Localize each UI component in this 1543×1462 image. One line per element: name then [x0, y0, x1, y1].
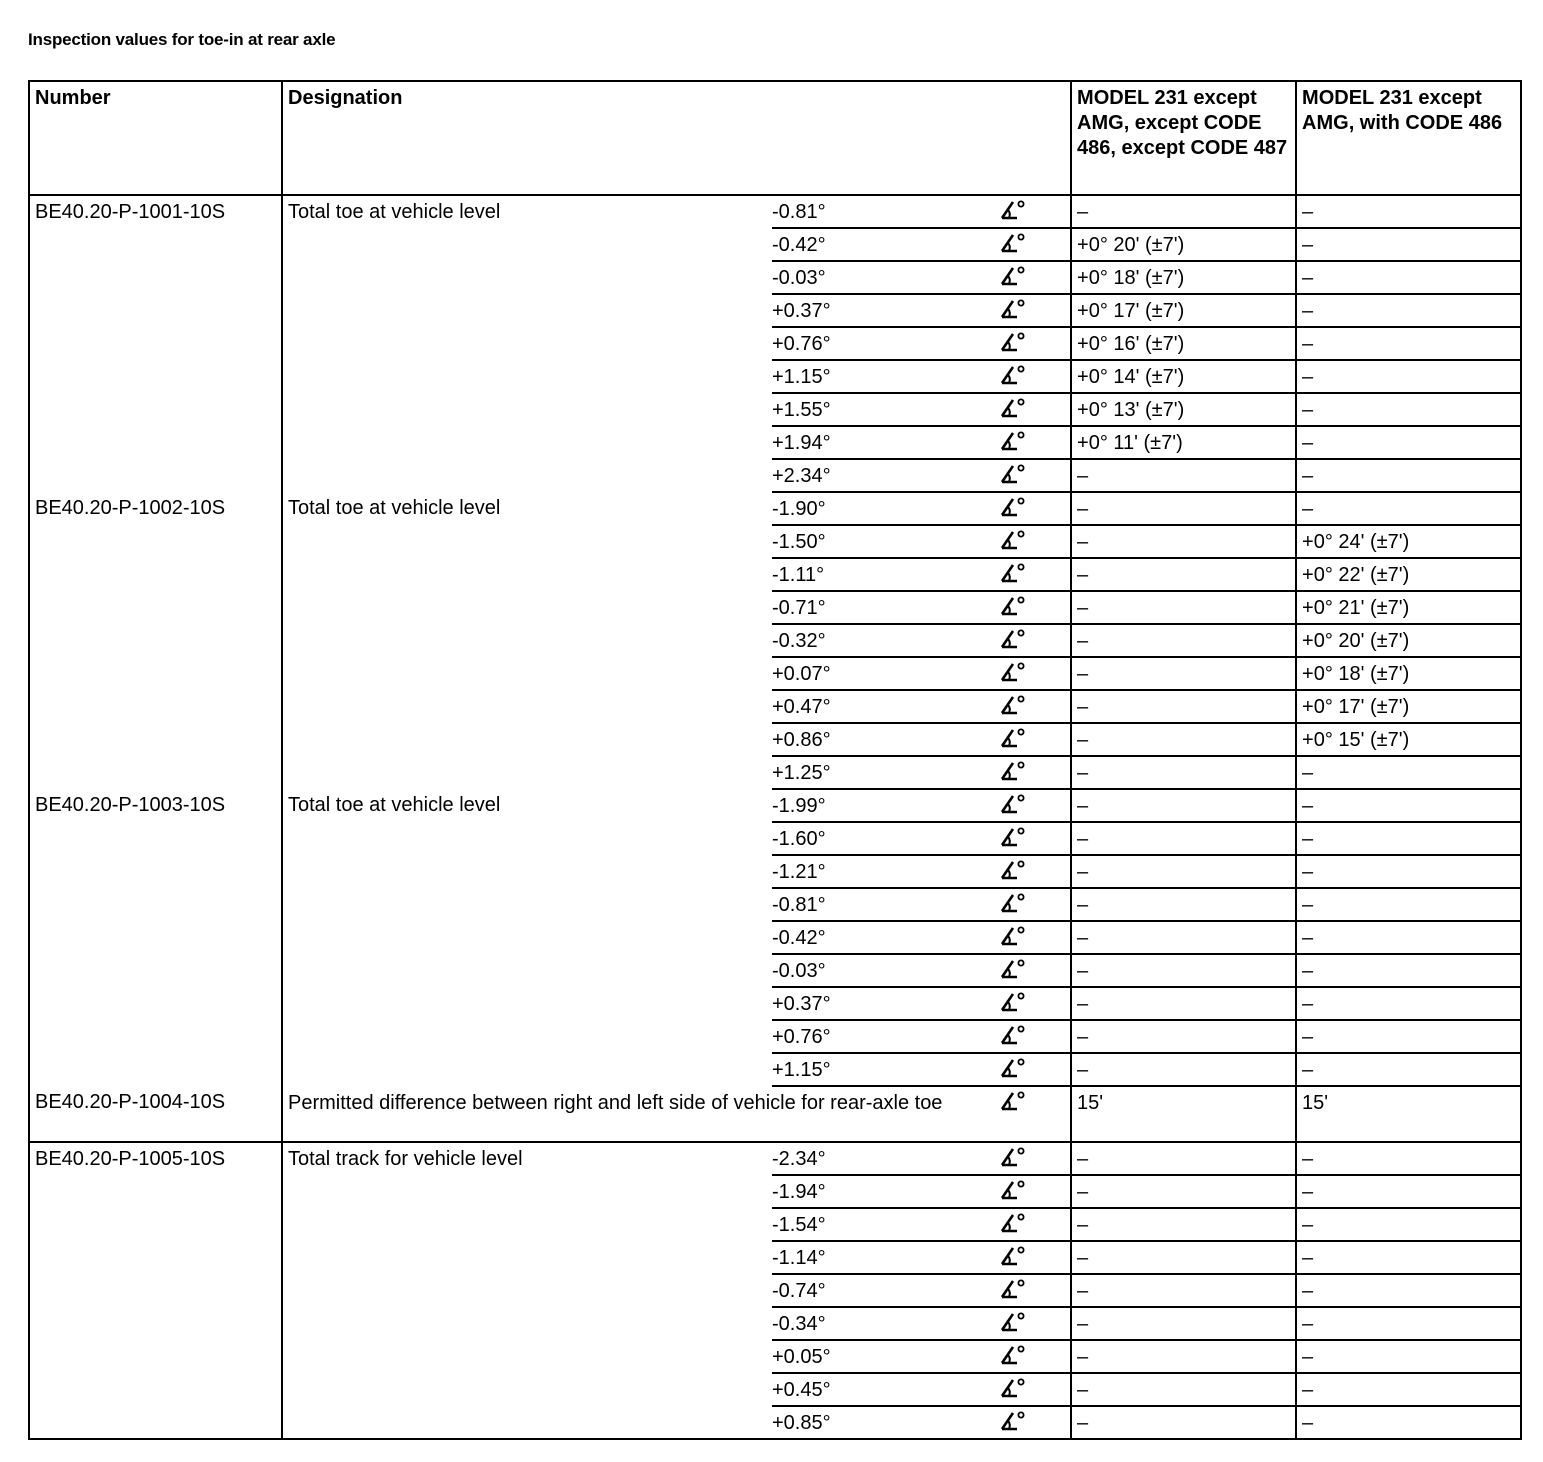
angle-degree-icon	[1000, 1024, 1026, 1046]
value-cell	[772, 690, 1000, 723]
angle-value: -2.34°	[772, 1148, 826, 1170]
model2-value: –	[1296, 789, 1521, 822]
inspection-values-table	[28, 80, 1522, 1440]
angle-value: -1.54°	[772, 1214, 826, 1236]
angle-value: -0.81°	[772, 201, 826, 223]
value-cell	[772, 921, 1000, 954]
angle-value: -0.34°	[772, 1313, 826, 1335]
value-cell	[772, 591, 1000, 624]
angle-degree-icon	[1000, 1212, 1026, 1234]
unit-cell	[1000, 1086, 1071, 1142]
model2-value: –	[1296, 1340, 1521, 1373]
model2-value: +0° 20' (±7')	[1296, 624, 1521, 657]
row-designation: Total toe at vehicle level	[282, 492, 772, 789]
angle-value: -0.03°	[772, 960, 826, 982]
value-cell	[772, 789, 1000, 822]
angle-value: +1.55°	[772, 399, 831, 421]
angle-value: +1.25°	[772, 762, 831, 784]
value-cell	[772, 1406, 1000, 1439]
unit-cell	[1000, 1406, 1071, 1439]
model2-value: –	[1296, 1373, 1521, 1406]
angle-value: +1.15°	[772, 366, 831, 388]
value-cell	[772, 492, 1000, 525]
model2-value: –	[1296, 426, 1521, 459]
angle-degree-icon	[1000, 661, 1026, 683]
angle-degree-icon	[1000, 1057, 1026, 1079]
value-cell	[772, 1373, 1000, 1406]
model2-value: –	[1296, 954, 1521, 987]
value-cell	[772, 294, 1000, 327]
header-designation: Designation	[282, 81, 1071, 195]
value-cell	[772, 459, 1000, 492]
table-row	[29, 1086, 1521, 1142]
model2-value: +0° 24' (±7')	[1296, 525, 1521, 558]
model1-value: –	[1071, 1406, 1296, 1439]
value-cell	[772, 954, 1000, 987]
angle-degree-icon	[1000, 331, 1026, 353]
angle-degree-icon	[1000, 529, 1026, 551]
value-cell	[772, 261, 1000, 294]
value-cell	[772, 756, 1000, 789]
angle-value: -1.50°	[772, 531, 826, 553]
value-cell	[772, 327, 1000, 360]
unit-cell	[1000, 789, 1071, 822]
angle-degree-icon	[1000, 1344, 1026, 1366]
value-cell	[772, 987, 1000, 1020]
model1-value: –	[1071, 195, 1296, 228]
angle-degree-icon	[1000, 463, 1026, 485]
value-cell	[772, 195, 1000, 228]
model2-value: –	[1296, 1020, 1521, 1053]
unit-cell	[1000, 426, 1071, 459]
angle-value: +2.34°	[772, 465, 831, 487]
table-row	[29, 492, 1521, 525]
model2-value: –	[1296, 1142, 1521, 1175]
model1-value: –	[1071, 855, 1296, 888]
angle-value: +0.76°	[772, 333, 831, 355]
unit-cell	[1000, 888, 1071, 921]
model2-value: –	[1296, 294, 1521, 327]
value-cell	[772, 228, 1000, 261]
value-cell	[772, 1053, 1000, 1086]
unit-cell	[1000, 855, 1071, 888]
row-number: BE40.20-P-1002-10S	[35, 497, 226, 519]
model1-value: –	[1071, 492, 1296, 525]
model1-value: –	[1071, 954, 1296, 987]
unit-cell	[1000, 558, 1071, 591]
angle-value: +0.37°	[772, 300, 831, 322]
unit-cell	[1000, 459, 1071, 492]
unit-cell	[1000, 1020, 1071, 1053]
model2-value: –	[1296, 459, 1521, 492]
angle-degree-icon	[1000, 925, 1026, 947]
angle-degree-icon	[1000, 364, 1026, 386]
model1-value: –	[1071, 1274, 1296, 1307]
model1-value: +0° 11' (±7')	[1071, 426, 1296, 459]
angle-degree-icon	[1000, 859, 1026, 881]
value-cell	[772, 657, 1000, 690]
angle-degree-icon	[1000, 958, 1026, 980]
row-number: BE40.20-P-1004-10S	[29, 1086, 282, 1142]
angle-degree-icon	[1000, 430, 1026, 452]
model2-value: –	[1296, 987, 1521, 1020]
angle-degree-icon	[1000, 199, 1026, 221]
unit-cell	[1000, 723, 1071, 756]
angle-degree-icon	[1000, 628, 1026, 650]
table-row	[29, 195, 1521, 228]
unit-cell	[1000, 954, 1071, 987]
model2-value: –	[1296, 1241, 1521, 1274]
model1-value: +0° 13' (±7')	[1071, 393, 1296, 426]
model2-value: –	[1296, 492, 1521, 525]
value-cell	[772, 558, 1000, 591]
model2-value: –	[1296, 228, 1521, 261]
model1-value: +0° 18' (±7')	[1071, 261, 1296, 294]
model1-value: –	[1071, 591, 1296, 624]
row-designation: Total track for vehicle level	[282, 1142, 772, 1439]
unit-cell	[1000, 657, 1071, 690]
model2-value: –	[1296, 855, 1521, 888]
model2-value: +0° 17' (±7')	[1296, 690, 1521, 723]
model1-value: –	[1071, 1241, 1296, 1274]
angle-value: -0.42°	[772, 927, 826, 949]
value-cell	[772, 624, 1000, 657]
value-cell	[772, 1274, 1000, 1307]
model2-value: –	[1296, 756, 1521, 789]
model1-value: –	[1071, 756, 1296, 789]
model1-value: –	[1071, 525, 1296, 558]
value-cell	[772, 426, 1000, 459]
model2-value: –	[1296, 1406, 1521, 1439]
angle-degree-icon	[1000, 892, 1026, 914]
model1-value: –	[1071, 657, 1296, 690]
model2-value: +0° 15' (±7')	[1296, 723, 1521, 756]
value-cell	[772, 1307, 1000, 1340]
model1-value: –	[1071, 1020, 1296, 1053]
value-cell	[772, 1208, 1000, 1241]
angle-degree-icon	[1000, 760, 1026, 782]
unit-cell	[1000, 1142, 1071, 1175]
unit-cell	[1000, 921, 1071, 954]
model1-value: –	[1071, 723, 1296, 756]
model2-value: 15'	[1296, 1086, 1521, 1142]
unit-cell	[1000, 822, 1071, 855]
angle-degree-icon	[1000, 562, 1026, 584]
unit-cell	[1000, 1373, 1071, 1406]
model1-value: –	[1071, 459, 1296, 492]
model1-value: –	[1071, 1340, 1296, 1373]
model1-value: –	[1071, 1053, 1296, 1086]
unit-cell	[1000, 756, 1071, 789]
unit-cell	[1000, 360, 1071, 393]
value-cell	[772, 822, 1000, 855]
table-row	[29, 1142, 1521, 1175]
angle-degree-icon	[1000, 1179, 1026, 1201]
angle-degree-icon	[1000, 298, 1026, 320]
table-header-row	[29, 81, 1521, 195]
value-cell	[772, 1175, 1000, 1208]
value-cell	[772, 1241, 1000, 1274]
angle-degree-icon	[1000, 496, 1026, 518]
angle-value: -1.94°	[772, 1181, 826, 1203]
value-cell	[772, 1340, 1000, 1373]
table-row	[29, 789, 1521, 822]
angle-degree-icon	[1000, 265, 1026, 287]
value-cell	[772, 723, 1000, 756]
model1-value: –	[1071, 888, 1296, 921]
unit-cell	[1000, 261, 1071, 294]
angle-value: +0.05°	[772, 1346, 831, 1368]
angle-degree-icon	[1000, 1311, 1026, 1333]
angle-degree-icon	[1000, 595, 1026, 617]
angle-value: +0.07°	[772, 663, 831, 685]
header-model-231-with-code-486: MODEL 231 except AMG, with CODE 486	[1296, 81, 1521, 195]
model2-value: –	[1296, 1307, 1521, 1340]
model1-value: +0° 14' (±7')	[1071, 360, 1296, 393]
row-designation: Total toe at vehicle level	[282, 789, 772, 1086]
angle-degree-icon	[1000, 1146, 1026, 1168]
value-cell	[772, 360, 1000, 393]
unit-cell	[1000, 1274, 1071, 1307]
angle-value: -0.32°	[772, 630, 826, 652]
angle-degree-icon	[1000, 727, 1026, 749]
model1-value: +0° 17' (±7')	[1071, 294, 1296, 327]
model1-value: –	[1071, 690, 1296, 723]
header-number: Number	[29, 81, 282, 195]
unit-cell	[1000, 987, 1071, 1020]
unit-cell	[1000, 624, 1071, 657]
model1-value: –	[1071, 1373, 1296, 1406]
unit-cell	[1000, 195, 1071, 228]
row-designation: Permitted difference between right and left side of vehicle for rear-axle toe	[282, 1086, 1000, 1142]
angle-value: +0.37°	[772, 993, 831, 1015]
value-cell	[772, 855, 1000, 888]
unit-cell	[1000, 327, 1071, 360]
model2-value: –	[1296, 822, 1521, 855]
angle-value: +0.86°	[772, 729, 831, 751]
page-title: Inspection values for toe-in at rear axle	[28, 30, 336, 49]
unit-cell	[1000, 690, 1071, 723]
angle-value: -1.90°	[772, 498, 826, 520]
angle-degree-icon	[1000, 1278, 1026, 1300]
model2-value: –	[1296, 888, 1521, 921]
row-number: BE40.20-P-1003-10S	[35, 794, 226, 816]
unit-cell	[1000, 294, 1071, 327]
angle-degree-icon	[1000, 826, 1026, 848]
value-cell	[772, 1142, 1000, 1175]
model2-value: –	[1296, 195, 1521, 228]
angle-value: -0.03°	[772, 267, 826, 289]
model2-value: –	[1296, 360, 1521, 393]
angle-value: -1.21°	[772, 861, 826, 883]
angle-degree-icon	[1000, 991, 1026, 1013]
angle-value: -0.71°	[772, 597, 826, 619]
value-cell	[772, 1020, 1000, 1053]
row-designation: Total toe at vehicle level	[282, 195, 772, 492]
model1-value: –	[1071, 624, 1296, 657]
model1-value: –	[1071, 1208, 1296, 1241]
model2-value: –	[1296, 393, 1521, 426]
model2-value: –	[1296, 921, 1521, 954]
model2-value: –	[1296, 1274, 1521, 1307]
angle-value: +1.15°	[772, 1059, 831, 1081]
model2-value: –	[1296, 1175, 1521, 1208]
unit-cell	[1000, 1307, 1071, 1340]
angle-degree-icon	[1000, 1410, 1026, 1432]
model1-value: –	[1071, 822, 1296, 855]
unit-cell	[1000, 1208, 1071, 1241]
row-number: BE40.20-P-1001-10S	[35, 201, 226, 223]
model2-value: –	[1296, 327, 1521, 360]
unit-cell	[1000, 228, 1071, 261]
angle-degree-icon	[1000, 1377, 1026, 1399]
model2-value: –	[1296, 261, 1521, 294]
model1-value: –	[1071, 789, 1296, 822]
model2-value: +0° 21' (±7')	[1296, 591, 1521, 624]
angle-degree-icon	[1000, 397, 1026, 419]
table-body	[29, 195, 1521, 1439]
model2-value: +0° 22' (±7')	[1296, 558, 1521, 591]
unit-cell	[1000, 591, 1071, 624]
angle-value: -1.60°	[772, 828, 826, 850]
model1-value: –	[1071, 1142, 1296, 1175]
model1-value: –	[1071, 921, 1296, 954]
angle-value: +0.76°	[772, 1026, 831, 1048]
angle-value: -1.11°	[772, 564, 825, 586]
unit-cell	[1000, 1175, 1071, 1208]
model1-value: –	[1071, 987, 1296, 1020]
angle-value: -1.99°	[772, 795, 826, 817]
model2-value: –	[1296, 1208, 1521, 1241]
angle-degree-icon	[1000, 232, 1026, 254]
angle-value: -0.81°	[772, 894, 826, 916]
model1-value: +0° 20' (±7')	[1071, 228, 1296, 261]
angle-value: +0.47°	[772, 696, 831, 718]
value-cell	[772, 525, 1000, 558]
angle-value: -0.42°	[772, 234, 826, 256]
model2-value: +0° 18' (±7')	[1296, 657, 1521, 690]
angle-degree-icon	[1000, 1245, 1026, 1267]
angle-degree-icon	[1000, 793, 1026, 815]
angle-value: -1.14°	[772, 1247, 826, 1269]
angle-value: +1.94°	[772, 432, 831, 454]
header-model-231-except-code-486: MODEL 231 except AMG, except CODE 486, except CODE 487	[1071, 81, 1296, 195]
angle-value: -0.74°	[772, 1280, 826, 1302]
model1-value: +0° 16' (±7')	[1071, 327, 1296, 360]
unit-cell	[1000, 1053, 1071, 1086]
model2-value: –	[1296, 1053, 1521, 1086]
unit-cell	[1000, 393, 1071, 426]
value-cell	[772, 888, 1000, 921]
angle-value: +0.45°	[772, 1379, 831, 1401]
model1-value: –	[1071, 558, 1296, 591]
angle-value: +0.85°	[772, 1412, 831, 1434]
angle-degree-icon	[1000, 1090, 1026, 1112]
unit-cell	[1000, 1340, 1071, 1373]
value-cell	[772, 393, 1000, 426]
unit-cell	[1000, 525, 1071, 558]
model1-value: 15'	[1071, 1086, 1296, 1142]
model1-value: –	[1071, 1307, 1296, 1340]
row-number: BE40.20-P-1005-10S	[35, 1148, 226, 1170]
unit-cell	[1000, 1241, 1071, 1274]
angle-degree-icon	[1000, 694, 1026, 716]
model1-value: –	[1071, 1175, 1296, 1208]
unit-cell	[1000, 492, 1071, 525]
